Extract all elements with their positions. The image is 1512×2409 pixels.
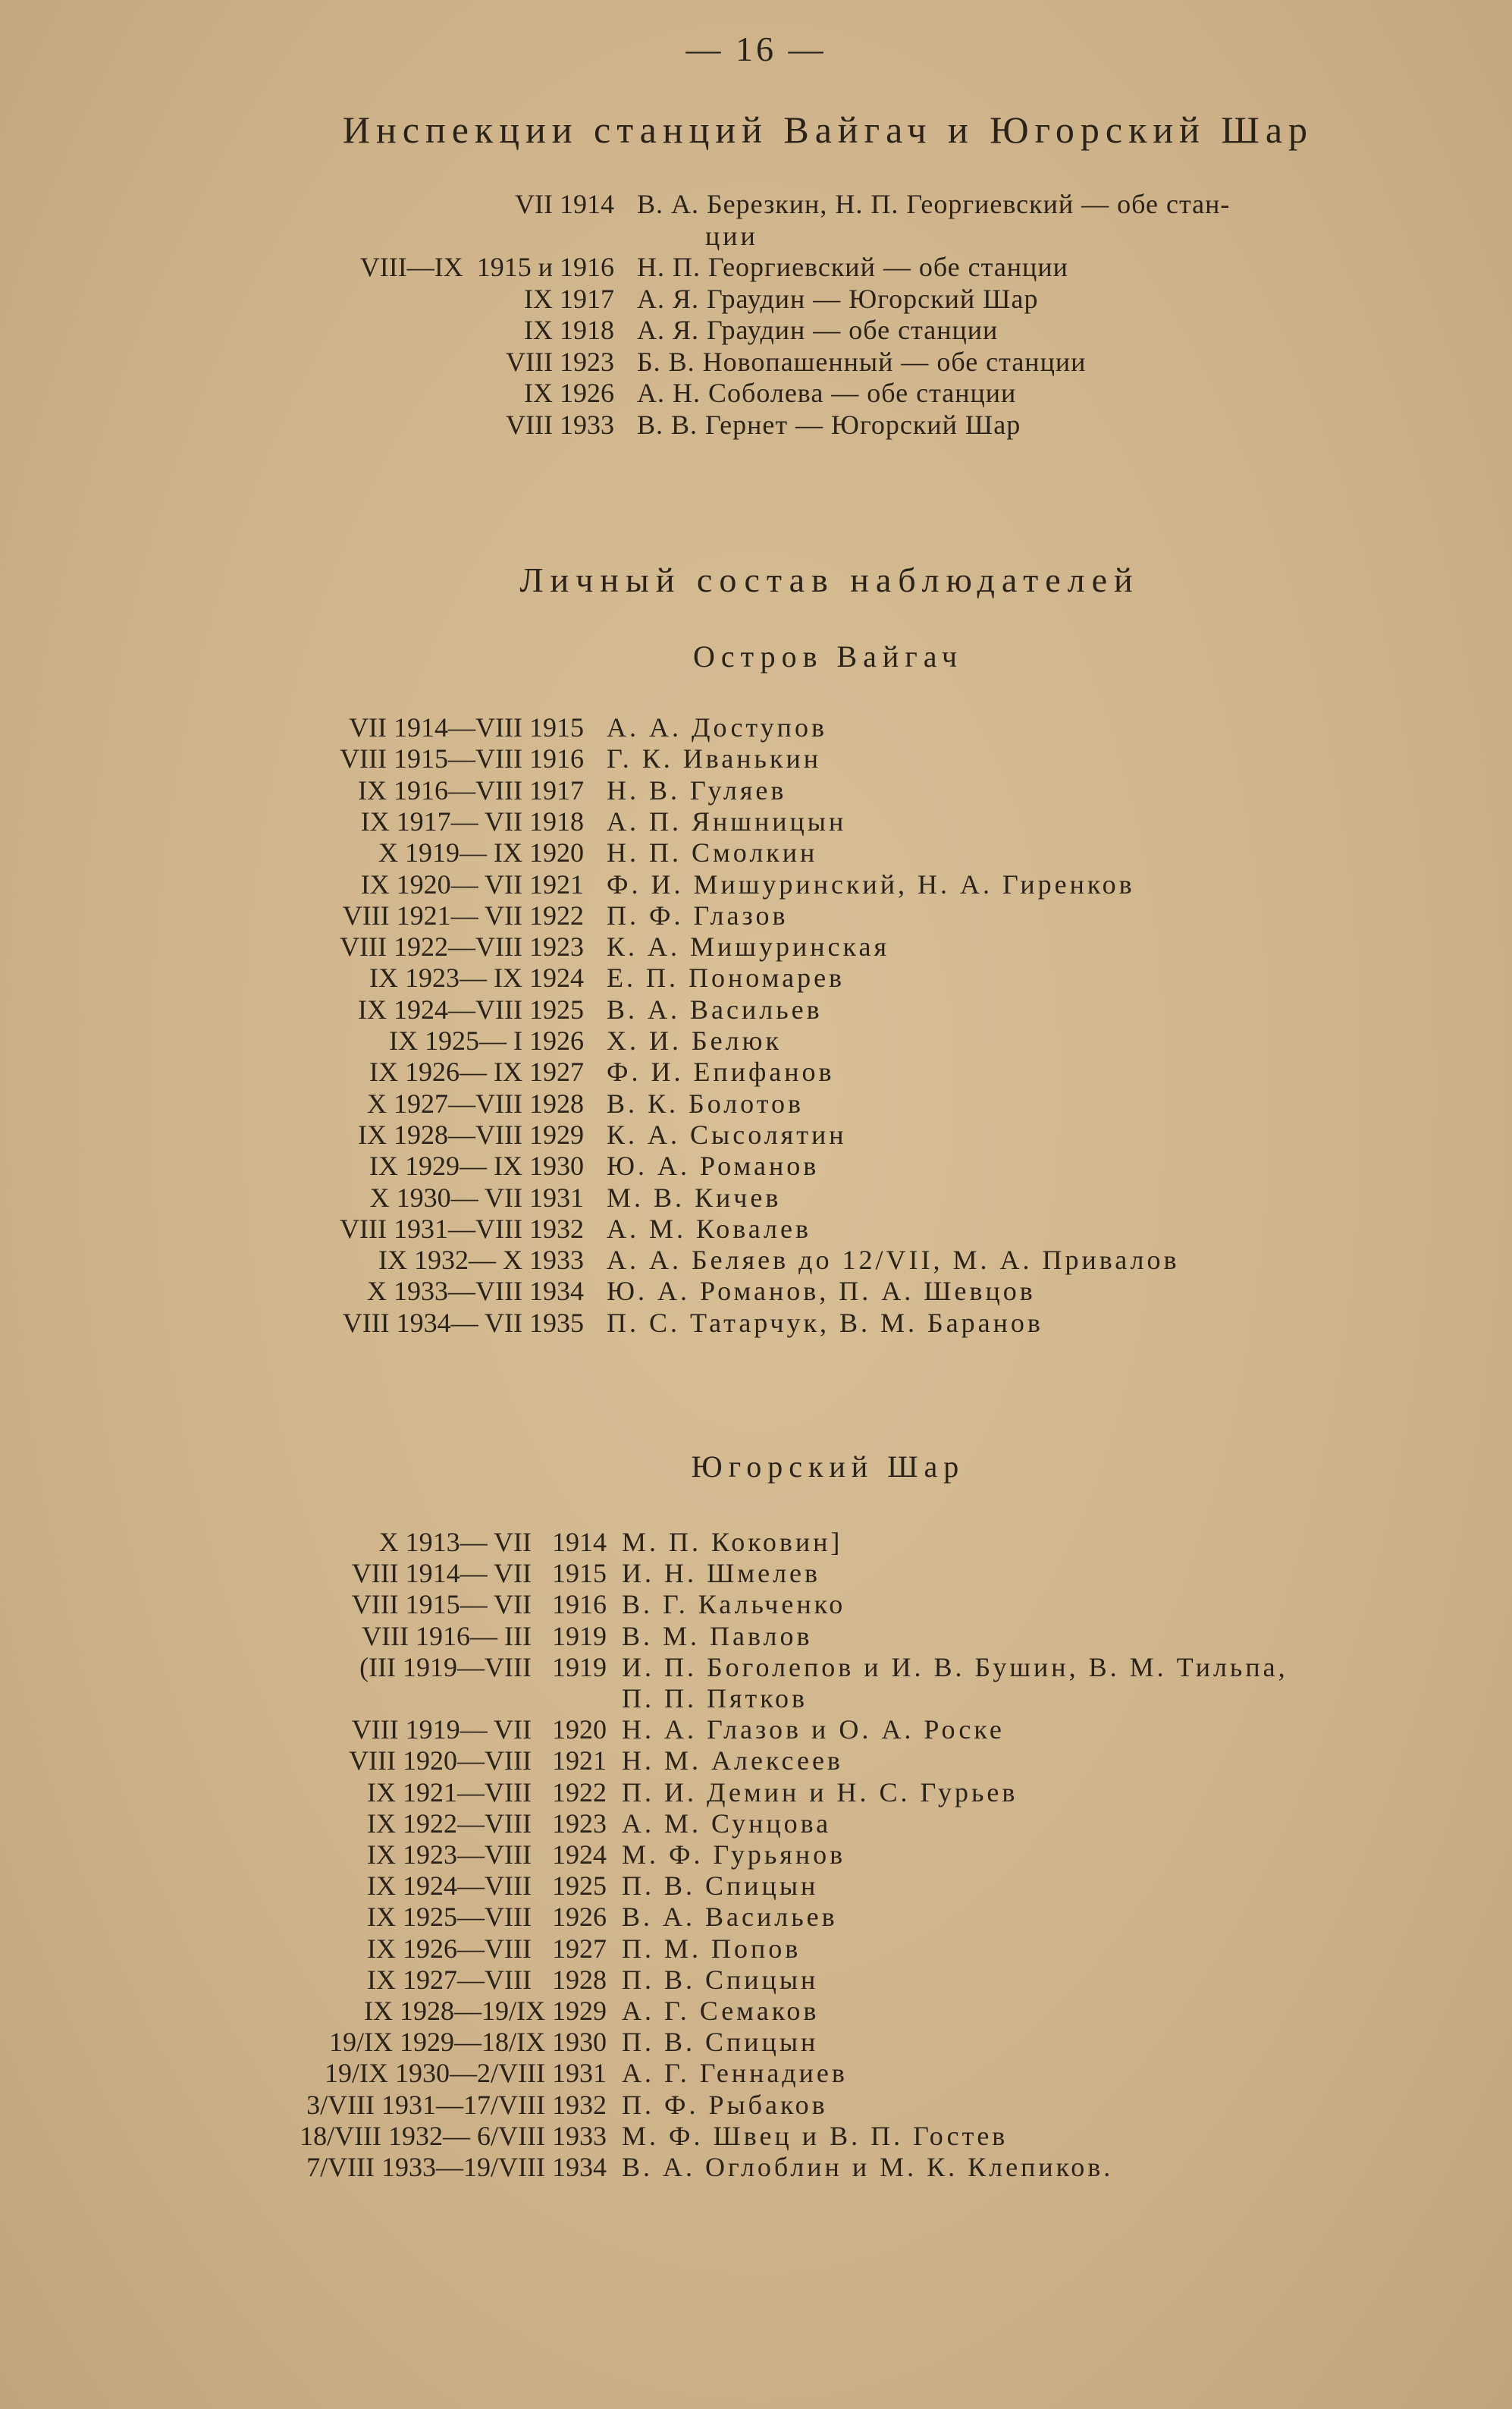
entry-period: VIII 1931—VIII 1932 bbox=[340, 1213, 584, 1244]
entry-names: К. А. Сысолятин bbox=[607, 1119, 847, 1150]
yugor-observer-row bbox=[0, 1526, 1512, 1558]
entry-names: Н. П. Смолкин bbox=[607, 837, 818, 868]
entry-names: П. Ф. Рыбаков bbox=[622, 2089, 828, 2120]
yugor-observer-row bbox=[0, 1995, 1512, 2027]
entry-names: Ф. И. Мишуринский, Н. А. Гиренков bbox=[607, 868, 1135, 900]
entry-names: А. А. Беляев до 12/VII, М. А. Привалов bbox=[607, 1245, 1180, 1276]
entry-names: А. Г. Семаков bbox=[622, 1996, 820, 2026]
entry-period: 7/VIII 1933—19/VIII 1934 bbox=[306, 2152, 607, 2182]
entry-names: М. Ф. Гурьянов bbox=[622, 1839, 846, 1870]
entry-period: VIII 1916— III 1919 bbox=[362, 1620, 607, 1651]
entry-names: Х. И. Белюк bbox=[607, 1025, 782, 1056]
vaygach-observer-row bbox=[0, 1275, 1512, 1307]
vaygach-observer-row bbox=[0, 962, 1512, 994]
entry-period: IX 1925— I 1926 bbox=[389, 1025, 584, 1056]
entry-period: VIII 1915—VIII 1916 bbox=[340, 743, 584, 774]
subsection-title-vaygach: Остров Вайгач bbox=[692, 639, 963, 674]
vaygach-observer-row bbox=[0, 1213, 1512, 1245]
inspection-row bbox=[0, 409, 1512, 441]
entry-names: А. Н. Соболева — обе станции bbox=[637, 378, 1017, 408]
entry-period: IX 1916—VIII 1917 bbox=[358, 774, 584, 806]
vaygach-observer-row bbox=[0, 1088, 1512, 1120]
entry-names: М. П. Коковин] bbox=[622, 1527, 843, 1557]
entry-period: X 1919— IX 1920 bbox=[378, 837, 584, 868]
entry-names: В. А. Васильев bbox=[607, 994, 823, 1025]
inspection-row bbox=[0, 251, 1512, 283]
entry-names: Н. М. Алексеев bbox=[622, 1745, 843, 1776]
yugor-observer-row bbox=[0, 1557, 1512, 1589]
yugor-observer-row bbox=[0, 2057, 1512, 2089]
entry-names: Ю. А. Романов bbox=[607, 1151, 820, 1182]
vaygach-observer-row bbox=[0, 1244, 1512, 1276]
entry-period: IX 1922—VIII 1923 bbox=[367, 1808, 607, 1839]
entry-period: IX 1932— X 1933 bbox=[378, 1245, 584, 1276]
entry-period: X 1913— VII 1914 bbox=[378, 1527, 607, 1557]
entry-period: IX 1928—VIII 1929 bbox=[358, 1119, 584, 1150]
entry-period: IX 1924—VIII 1925 bbox=[367, 1870, 607, 1902]
entry-period: 19/IX 1929—18/IX 1930 bbox=[329, 2027, 607, 2058]
entry-period: 3/VIII 1931—17/VIII 1932 bbox=[306, 2089, 607, 2120]
entry-period: VIII 1922—VIII 1923 bbox=[340, 931, 584, 963]
yugor-observer-row bbox=[0, 2120, 1512, 2152]
entry-period: IX 1926 bbox=[524, 378, 614, 408]
entry-period: X 1933—VIII 1934 bbox=[367, 1276, 584, 1307]
entry-period: 19/IX 1930—2/VIII 1931 bbox=[325, 2058, 607, 2089]
entry-names: В. Г. Кальченко bbox=[622, 1589, 846, 1620]
entry-names: М. В. Кичев bbox=[607, 1182, 782, 1213]
vaygach-observer-row bbox=[0, 837, 1512, 868]
entry-period: IX 1918 bbox=[524, 315, 614, 345]
yugor-observer-row bbox=[0, 2026, 1512, 2058]
entry-names: А. М. Сунцова bbox=[622, 1808, 832, 1839]
vaygach-observer-row bbox=[0, 1025, 1512, 1057]
yugor-observer-row bbox=[0, 2089, 1512, 2121]
entry-period: VIII 1921— VII 1922 bbox=[342, 900, 584, 931]
entry-period: VIII 1915— VII 1916 bbox=[351, 1589, 607, 1620]
entry-names: В. В. Гернет — Югорский Шар bbox=[637, 409, 1021, 440]
entry-period: 18/VIII 1932— 6/VIII 1933 bbox=[300, 2120, 607, 2151]
entry-period: IX 1928—19/IX 1929 bbox=[364, 1996, 607, 2026]
vaygach-observer-row bbox=[0, 743, 1512, 774]
yugor-observer-row bbox=[0, 1588, 1512, 1620]
inspection-row bbox=[0, 346, 1512, 378]
entry-names: Б. В. Новопашенный — обе станции bbox=[637, 346, 1087, 377]
vaygach-observer-row bbox=[0, 994, 1512, 1025]
entry-names: В. М. Павлов bbox=[622, 1620, 813, 1651]
entry-names: П. М. Попов bbox=[622, 1933, 801, 1964]
vaygach-observer-row bbox=[0, 774, 1512, 806]
entry-period: VIII 1914— VII 1915 bbox=[351, 1558, 607, 1589]
yugor-observer-row bbox=[0, 1808, 1512, 1839]
vaygach-observer-row bbox=[0, 868, 1512, 900]
yugor-observer-row bbox=[0, 1964, 1512, 1996]
entry-period: IX 1920— VII 1921 bbox=[360, 868, 584, 900]
entry-period: VII 1914 bbox=[515, 189, 614, 219]
entry-names: И. П. Боголепов и И. В. Бушин, В. М. Тильпа, bbox=[622, 1651, 1288, 1682]
entry-names: Ю. А. Романов, П. А. Шевцов bbox=[607, 1276, 1036, 1307]
entry-names: П. В. Спицын bbox=[622, 2027, 819, 2058]
entry-period: X 1930— VII 1931 bbox=[369, 1182, 584, 1213]
vaygach-observer-row bbox=[0, 1307, 1512, 1339]
entry-period: IX 1921—VIII 1922 bbox=[367, 1776, 607, 1808]
entry-names: В. А. Васильев bbox=[622, 1902, 838, 1933]
entry-period: IX 1924—VIII 1925 bbox=[358, 994, 584, 1025]
entry-period: IX 1917— VII 1918 bbox=[360, 806, 584, 837]
entry-period: IX 1925—VIII 1926 bbox=[367, 1902, 607, 1933]
entry-names: А. Я. Граудин — Югорский Шар bbox=[637, 283, 1039, 314]
entry-names: А. П. Яншницын bbox=[607, 806, 847, 837]
entry-names: Ф. И. Епифанов bbox=[607, 1057, 835, 1088]
entry-period: IX 1923— IX 1924 bbox=[369, 963, 584, 994]
entry-names: П. В. Спицын bbox=[622, 1964, 819, 1995]
entry-period: VIII 1933 bbox=[506, 409, 614, 440]
entry-names: Н. А. Глазов и О. А. Роске bbox=[622, 1714, 1005, 1745]
entry-names: М. Ф. Швец и В. П. Гостев bbox=[622, 2120, 1009, 2151]
entry-period: VIII 1923 bbox=[506, 346, 614, 377]
vaygach-observer-row bbox=[0, 931, 1512, 963]
inspection-row bbox=[0, 283, 1512, 315]
yugor-observer-row bbox=[0, 1901, 1512, 1933]
entry-names: В. А. Березкин, Н. П. Георгиевский — обе стан- bbox=[637, 189, 1231, 219]
subsection-title-yugor: Югорский Шар bbox=[691, 1449, 965, 1484]
vaygach-observer-row bbox=[0, 711, 1512, 743]
entry-period: IX 1929— IX 1930 bbox=[369, 1151, 584, 1182]
entry-period: VIII 1920—VIII 1921 bbox=[349, 1745, 607, 1776]
entry-names: П. В. Спицын bbox=[622, 1870, 819, 1902]
entry-names: Е. П. Пономарев bbox=[607, 963, 845, 994]
entry-names: П. Ф. Глазов bbox=[607, 900, 789, 931]
yugor-observer-row bbox=[0, 1776, 1512, 1808]
entry-names: Н. П. Георгиевский — обе станции bbox=[637, 252, 1068, 282]
entry-period: IX 1923—VIII 1924 bbox=[367, 1839, 607, 1870]
entry-names-continuation: ции bbox=[705, 220, 758, 251]
section-title-personnel: Личный состав наблюдателей bbox=[519, 561, 1140, 599]
entry-names: Г. К. Иванькин bbox=[607, 743, 821, 774]
entry-names: Н. В. Гуляев bbox=[607, 774, 787, 806]
vaygach-observer-row bbox=[0, 1119, 1512, 1151]
yugor-observer-row bbox=[0, 1651, 1512, 1683]
vaygach-observer-row bbox=[0, 806, 1512, 837]
entry-period: VIII 1919— VII 1920 bbox=[351, 1714, 607, 1745]
entry-names: В. А. Оглоблин и М. К. Клепиков. bbox=[622, 2152, 1114, 2182]
yugor-observer-row bbox=[0, 1870, 1512, 1902]
entry-period: IX 1926— IX 1927 bbox=[369, 1057, 584, 1088]
entry-names: П. С. Татарчук, В. М. Баранов bbox=[607, 1307, 1043, 1338]
yugor-observer-row bbox=[0, 2151, 1512, 2183]
inspection-row bbox=[0, 314, 1512, 346]
vaygach-observer-row bbox=[0, 1182, 1512, 1214]
entry-period: IX 1917 bbox=[524, 283, 614, 314]
vaygach-observer-row bbox=[0, 900, 1512, 931]
entry-period: (III 1919—VIII 1919 bbox=[359, 1651, 607, 1682]
entry-names-continuation: П. П. Пятков bbox=[622, 1683, 808, 1713]
entry-names: П. И. Демин и Н. С. Гурьев bbox=[622, 1776, 1018, 1808]
entry-names: К. А. Мишуринская bbox=[607, 931, 889, 963]
yugor-observer-row bbox=[0, 1745, 1512, 1776]
yugor-observer-row bbox=[0, 1933, 1512, 1965]
yugor-observer-row bbox=[0, 1839, 1512, 1870]
yugor-observer-row bbox=[0, 1713, 1512, 1745]
inspection-row bbox=[0, 377, 1512, 409]
entry-period: X 1927—VIII 1928 bbox=[367, 1088, 584, 1119]
entry-names: А. М. Ковалев bbox=[607, 1213, 811, 1244]
inspection-row bbox=[0, 188, 1512, 220]
page-number: — 16 — bbox=[685, 30, 827, 68]
entry-period: VII 1914—VIII 1915 bbox=[349, 712, 584, 743]
entry-names: А. Г. Геннадиев bbox=[622, 2058, 848, 2089]
entry-period: IX 1926—VIII 1927 bbox=[367, 1933, 607, 1964]
section-title-inspections: Инспекции станций Вайгач и Югорский Шар bbox=[342, 108, 1314, 151]
entry-names: А. А. Доступов bbox=[607, 712, 827, 743]
entry-period: VIII—IX 1915 и 1916 bbox=[359, 252, 614, 282]
vaygach-observer-row bbox=[0, 1056, 1512, 1088]
entry-period: IX 1927—VIII 1928 bbox=[367, 1964, 607, 1995]
entry-names: В. К. Болотов bbox=[607, 1088, 804, 1119]
entry-names: А. Я. Граудин — обе станции bbox=[637, 315, 999, 345]
vaygach-observer-row bbox=[0, 1150, 1512, 1182]
entry-period: VIII 1934— VII 1935 bbox=[342, 1307, 584, 1338]
yugor-observer-row bbox=[0, 1620, 1512, 1652]
entry-names: И. Н. Шмелев bbox=[622, 1558, 821, 1589]
